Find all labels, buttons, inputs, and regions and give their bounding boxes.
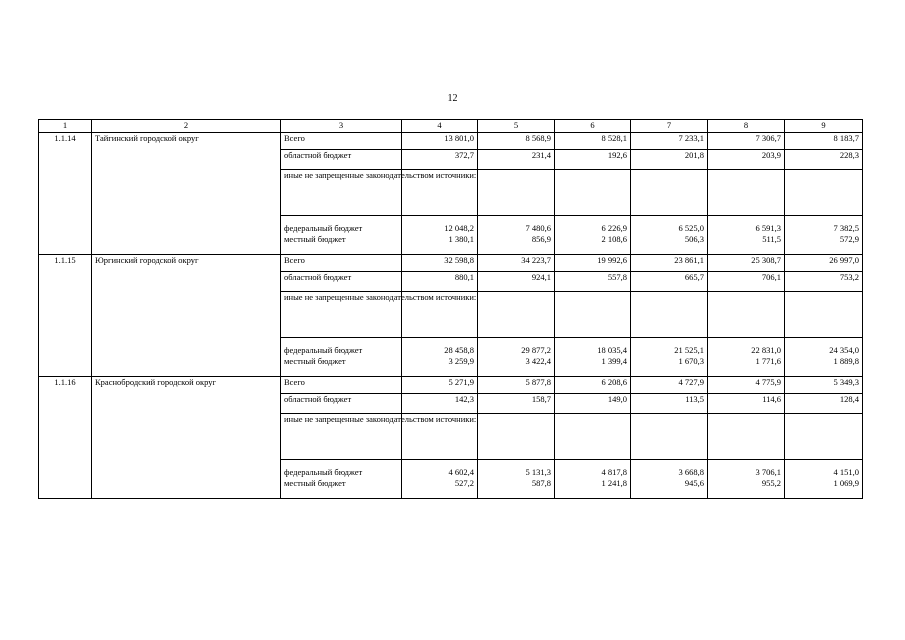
value-cell: 26 997,0 <box>785 255 863 272</box>
funding-source: областной бюджет <box>281 272 402 292</box>
value-cell <box>631 414 708 460</box>
value-cell <box>785 170 863 216</box>
table-header-row <box>39 120 863 133</box>
value-cell: 1 069,9 <box>785 478 863 499</box>
value-cell: 527,2 <box>402 478 478 499</box>
value-cell: 1 889,8 <box>785 356 863 377</box>
value-cell: 158,7 <box>478 394 555 414</box>
value-cell <box>708 170 785 216</box>
value-cell: 880,1 <box>402 272 478 292</box>
value-cell: 203,9 <box>708 150 785 170</box>
value-cell: 665,7 <box>631 272 708 292</box>
value-cell: 142,3 <box>402 394 478 414</box>
value-cell: 6 591,3 <box>708 216 785 234</box>
value-cell: 25 308,7 <box>708 255 785 272</box>
value-cell: 23 861,1 <box>631 255 708 272</box>
value-cell: 6 208,6 <box>555 377 631 394</box>
value-cell: 7 306,7 <box>708 133 785 150</box>
item-code: 1.1.15 <box>39 255 92 377</box>
value-cell <box>555 414 631 460</box>
funding-source: Всего <box>281 377 402 394</box>
value-cell: 8 183,7 <box>785 133 863 150</box>
value-cell: 511,5 <box>708 234 785 255</box>
column-header: 3 <box>281 120 402 133</box>
item-code: 1.1.14 <box>39 133 92 255</box>
value-cell <box>555 292 631 338</box>
column-header: 9 <box>785 120 863 133</box>
value-cell: 3 259,9 <box>402 356 478 377</box>
value-cell <box>631 170 708 216</box>
funding-source: Всего <box>281 255 402 272</box>
value-cell <box>555 170 631 216</box>
value-cell: 231,4 <box>478 150 555 170</box>
value-cell: 13 801,0 <box>402 133 478 150</box>
value-cell: 3 422,4 <box>478 356 555 377</box>
value-cell: 19 992,6 <box>555 255 631 272</box>
funding-source: областной бюджет <box>281 150 402 170</box>
funding-source: областной бюджет <box>281 394 402 414</box>
value-cell: 572,9 <box>785 234 863 255</box>
funding-source: местный бюджет <box>281 234 402 255</box>
value-cell: 1 771,6 <box>708 356 785 377</box>
funding-source: иные не запрещенные законодательством источники: <box>281 414 402 460</box>
value-cell: 706,1 <box>708 272 785 292</box>
value-cell <box>708 292 785 338</box>
value-cell: 201,8 <box>631 150 708 170</box>
column-header: 6 <box>555 120 631 133</box>
value-cell: 6 525,0 <box>631 216 708 234</box>
value-cell: 8 568,9 <box>478 133 555 150</box>
value-cell: 955,2 <box>708 478 785 499</box>
value-cell: 6 226,9 <box>555 216 631 234</box>
item-name: Юргинский городской округ <box>92 255 281 377</box>
value-cell: 5 877,8 <box>478 377 555 394</box>
funding-source: иные не запрещенные законодательством источники: <box>281 292 402 338</box>
value-cell <box>785 414 863 460</box>
budget-table <box>38 119 863 499</box>
column-header: 8 <box>708 120 785 133</box>
value-cell: 4 151,0 <box>785 460 863 478</box>
funding-source: местный бюджет <box>281 478 402 499</box>
value-cell <box>631 292 708 338</box>
value-cell: 192,6 <box>555 150 631 170</box>
value-cell: 924,1 <box>478 272 555 292</box>
value-cell: 5 131,3 <box>478 460 555 478</box>
value-cell <box>785 292 863 338</box>
value-cell: 4 817,8 <box>555 460 631 478</box>
value-cell: 2 108,6 <box>555 234 631 255</box>
table-row <box>39 133 863 150</box>
column-header: 7 <box>631 120 708 133</box>
funding-source: федеральный бюджет <box>281 216 402 234</box>
value-cell: 113,5 <box>631 394 708 414</box>
value-cell <box>478 414 555 460</box>
table-row <box>39 377 863 394</box>
value-cell: 5 271,9 <box>402 377 478 394</box>
value-cell: 4 775,9 <box>708 377 785 394</box>
value-cell: 753,2 <box>785 272 863 292</box>
value-cell: 24 354,0 <box>785 338 863 356</box>
value-cell: 22 831,0 <box>708 338 785 356</box>
value-cell: 506,3 <box>631 234 708 255</box>
value-cell: 12 048,2 <box>402 216 478 234</box>
item-name: Краснобродский городской округ <box>92 377 281 499</box>
value-cell: 1 399,4 <box>555 356 631 377</box>
value-cell: 7 480,6 <box>478 216 555 234</box>
value-cell: 7 382,5 <box>785 216 863 234</box>
value-cell: 7 233,1 <box>631 133 708 150</box>
page-number: 12 <box>447 93 458 104</box>
value-cell: 557,8 <box>555 272 631 292</box>
value-cell: 945,6 <box>631 478 708 499</box>
funding-source: федеральный бюджет <box>281 338 402 356</box>
value-cell <box>478 170 555 216</box>
value-cell: 1 380,1 <box>402 234 478 255</box>
item-code: 1.1.16 <box>39 377 92 499</box>
column-header: 2 <box>92 120 281 133</box>
value-cell: 128,4 <box>785 394 863 414</box>
funding-source: федеральный бюджет <box>281 460 402 478</box>
value-cell: 1 670,3 <box>631 356 708 377</box>
value-cell: 856,9 <box>478 234 555 255</box>
value-cell: 28 458,8 <box>402 338 478 356</box>
table-row <box>39 255 863 272</box>
value-cell: 1 241,8 <box>555 478 631 499</box>
value-cell: 114,6 <box>708 394 785 414</box>
value-cell: 34 223,7 <box>478 255 555 272</box>
value-cell: 32 598,8 <box>402 255 478 272</box>
column-header: 1 <box>39 120 92 133</box>
value-cell: 228,3 <box>785 150 863 170</box>
value-cell: 4 602,4 <box>402 460 478 478</box>
column-header: 4 <box>402 120 478 133</box>
value-cell: 3 706,1 <box>708 460 785 478</box>
value-cell: 372,7 <box>402 150 478 170</box>
value-cell: 8 528,1 <box>555 133 631 150</box>
value-cell: 587,8 <box>478 478 555 499</box>
value-cell: 4 727,9 <box>631 377 708 394</box>
funding-source: иные не запрещенные законодательством источники: <box>281 170 402 216</box>
value-cell: 29 877,2 <box>478 338 555 356</box>
funding-source: местный бюджет <box>281 356 402 377</box>
funding-source: Всего <box>281 133 402 150</box>
value-cell: 149,0 <box>555 394 631 414</box>
value-cell: 3 668,8 <box>631 460 708 478</box>
value-cell <box>708 414 785 460</box>
value-cell: 18 035,4 <box>555 338 631 356</box>
column-header: 5 <box>478 120 555 133</box>
value-cell: 5 349,3 <box>785 377 863 394</box>
item-name: Тайгинский городской округ <box>92 133 281 255</box>
value-cell: 21 525,1 <box>631 338 708 356</box>
value-cell <box>478 292 555 338</box>
